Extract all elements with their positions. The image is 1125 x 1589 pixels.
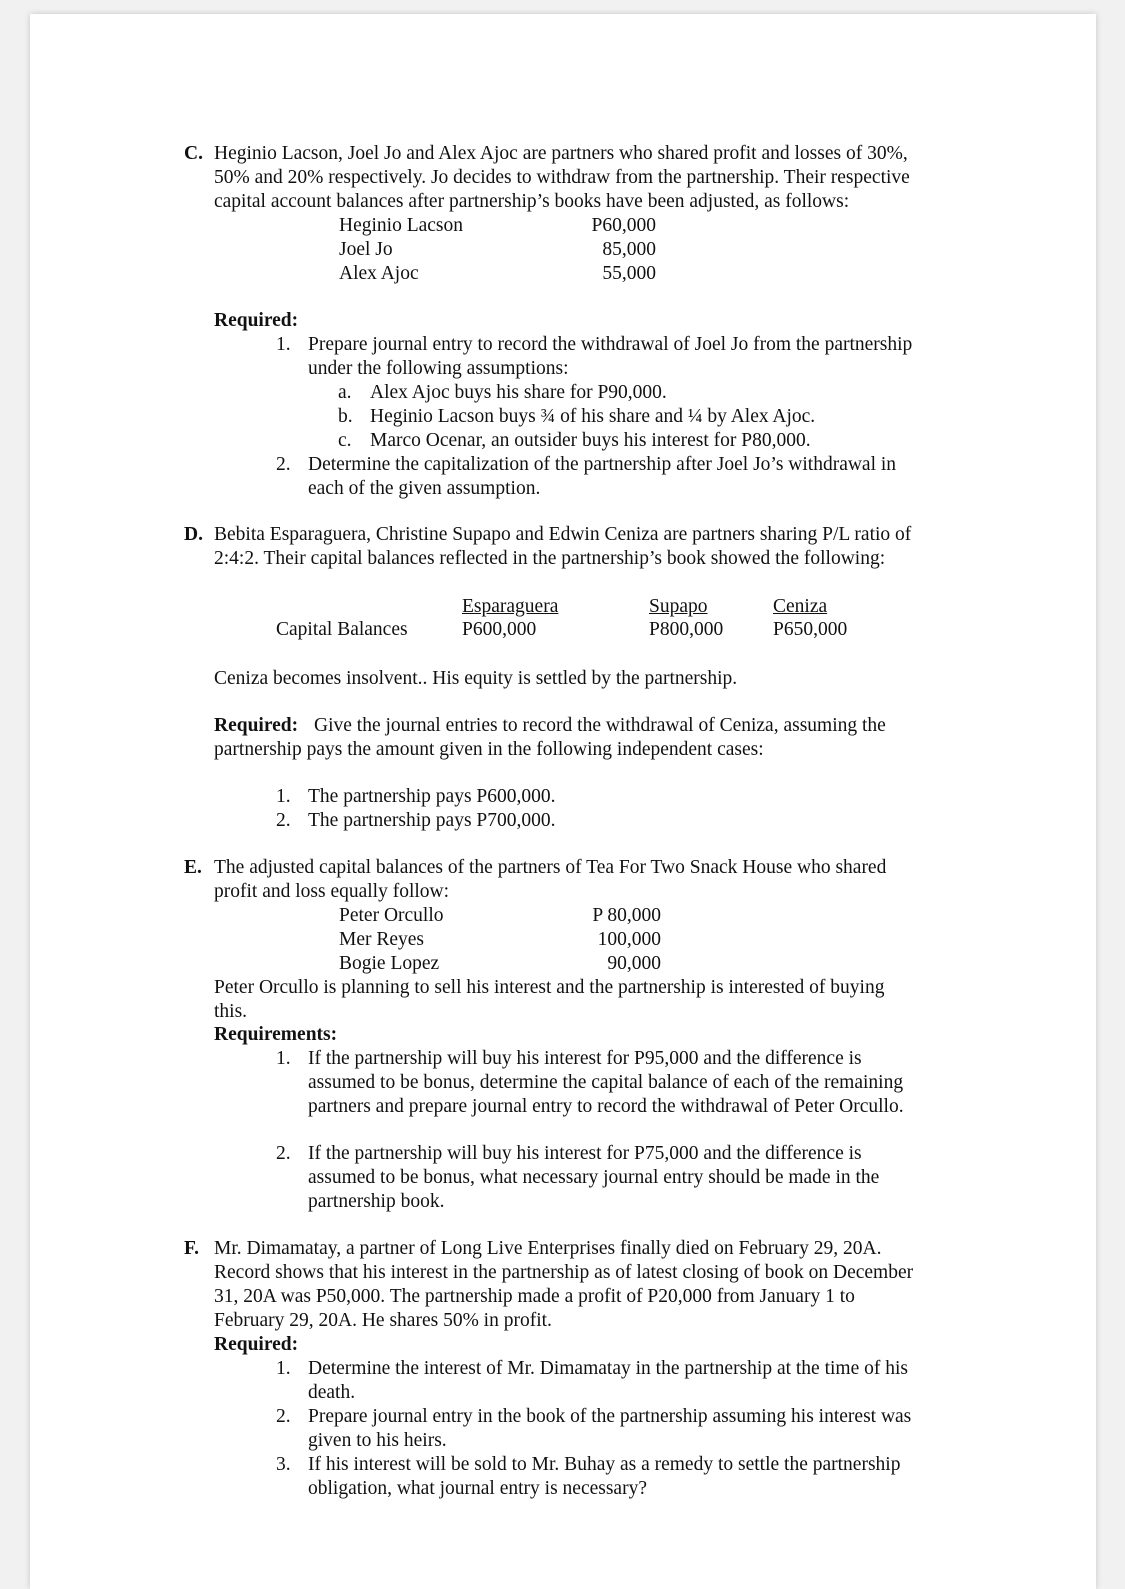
column-header: Esparaguera [462,596,559,617]
capital-amount: 90,000 [607,953,661,974]
partner-name: Alex Ajoc [339,263,419,284]
partner-name: Peter Orcullo [339,905,444,926]
item-number: 1. [276,786,291,807]
partner-name: Bogie Lopez [339,953,440,974]
item-line: Determine the capitalization of the partnership after Joel Jo’s withdrawal in [308,454,897,475]
capital-amount: P600,000 [462,619,537,640]
item-number: 2. [276,454,291,475]
capital-amount: P650,000 [773,619,848,640]
capital-amount: P60,000 [591,215,656,236]
required-label: Required: [214,1334,299,1355]
item-line: If the partnership will buy his interest for P75,000 and the difference is [308,1143,862,1164]
paragraph-line: Give the journal entries to record the withdrawal of Ceniza, assuming the [314,715,886,736]
paragraph-line: capital account balances after partnership’s books have been adjusted, as follows: [214,191,850,212]
item-line: Prepare journal entry to record the withdrawal of Joel Jo from the partnership [308,334,913,355]
capital-amount: 55,000 [602,263,656,284]
subitem-text: Heginio Lacson buys ¾ of his share and ¼ by Alex Ajoc. [370,406,816,427]
item-line: each of the given assumption. [308,478,541,499]
capital-amount: P 80,000 [592,905,661,926]
requirements-label: Requirements: [214,1024,338,1045]
paragraph-line: 31, 20A was P50,000. The partnership made a profit of P20,000 from January 1 to [214,1286,855,1307]
item-number: 1. [276,334,291,355]
item-number: 2. [276,1406,291,1427]
item-line: under the following assumptions: [308,358,569,379]
item-line: assumed to be bonus, what necessary journal entry should be made in the [308,1167,880,1188]
paragraph-line: profit and loss equally follow: [214,881,450,902]
capital-amount: P800,000 [649,619,724,640]
paragraph-line: The adjusted capital balances of the partners of Tea For Two Snack House who shared [214,857,887,878]
paragraph-line: Peter Orcullo is planning to sell his interest and the partnership is interested of buying [214,977,885,998]
section-letter: E. [184,857,202,878]
item-line: assumed to be bonus, determine the capital balance of each of the remaining [308,1072,904,1093]
item-line: partnership book. [308,1191,445,1212]
item-line: The partnership pays P700,000. [308,810,556,831]
item-line: Determine the interest of Mr. Dimamatay in the partnership at the time of his [308,1358,908,1379]
required-label: Required: [214,310,299,331]
paragraph-line: Record shows that his interest in the partnership as of latest closing of book on December [214,1262,914,1283]
column-header: Supapo [649,596,708,617]
required-label: Required: [214,715,299,736]
subitem-text: Marco Ocenar, an outsider buys his interest for P80,000. [370,430,811,451]
item-line: If the partnership will buy his interest for P95,000 and the difference is [308,1048,862,1069]
section-letter: D. [184,524,203,545]
item-number: 1. [276,1358,291,1379]
paragraph-line: Mr. Dimamatay, a partner of Long Live Enterprises finally died on February 29, 20A. [214,1238,882,1259]
paragraph-line: partnership pays the amount given in the following independent cases: [214,739,764,760]
partner-name: Joel Jo [339,239,393,260]
item-line: given to his heirs. [308,1430,447,1451]
subitem-letter: b. [338,406,353,427]
paragraph-line: February 29, 20A. He shares 50% in profit. [214,1310,552,1331]
item-line: obligation, what journal entry is necessary? [308,1478,647,1499]
subitem-letter: c. [338,430,352,451]
item-number: 2. [276,810,291,831]
document-page [30,14,1096,1589]
capital-amount: 85,000 [602,239,656,260]
partner-name: Mer Reyes [339,929,425,950]
column-header: Ceniza [773,596,828,617]
paragraph-line: 50% and 20% respectively. Jo decides to withdraw from the partnership. Their respective [214,167,910,188]
paragraph-line: Ceniza becomes insolvent.. His equity is settled by the partnership. [214,668,738,689]
item-line: death. [308,1382,356,1403]
item-line: If his interest will be sold to Mr. Buhay as a remedy to settle the partnership [308,1454,901,1475]
paragraph-line: Heginio Lacson, Joel Jo and Alex Ajoc are partners who shared profit and losses of 30%, [214,143,908,164]
item-line: Prepare journal entry in the book of the partnership assuming his interest was [308,1406,912,1427]
paragraph-line: 2:4:2. Their capital balances reflected in the partnership’s book showed the following: [214,548,886,569]
capital-amount: 100,000 [597,929,661,950]
item-line: partners and prepare journal entry to record the withdrawal of Peter Orcullo. [308,1096,904,1117]
row-label: Capital Balances [276,619,408,640]
subitem-text: Alex Ajoc buys his share for P90,000. [370,382,667,403]
item-number: 3. [276,1454,291,1475]
paragraph-line: Bebita Esparaguera, Christine Supapo and Edwin Ceniza are partners sharing P/L ratio of [214,524,912,545]
subitem-letter: a. [338,382,352,403]
partner-name: Heginio Lacson [339,215,464,236]
section-letter: F. [184,1238,199,1259]
item-line: The partnership pays P600,000. [308,786,556,807]
item-number: 1. [276,1048,291,1069]
paragraph-line: this. [214,1001,248,1022]
section-letter: C. [184,143,203,164]
item-number: 2. [276,1143,291,1164]
